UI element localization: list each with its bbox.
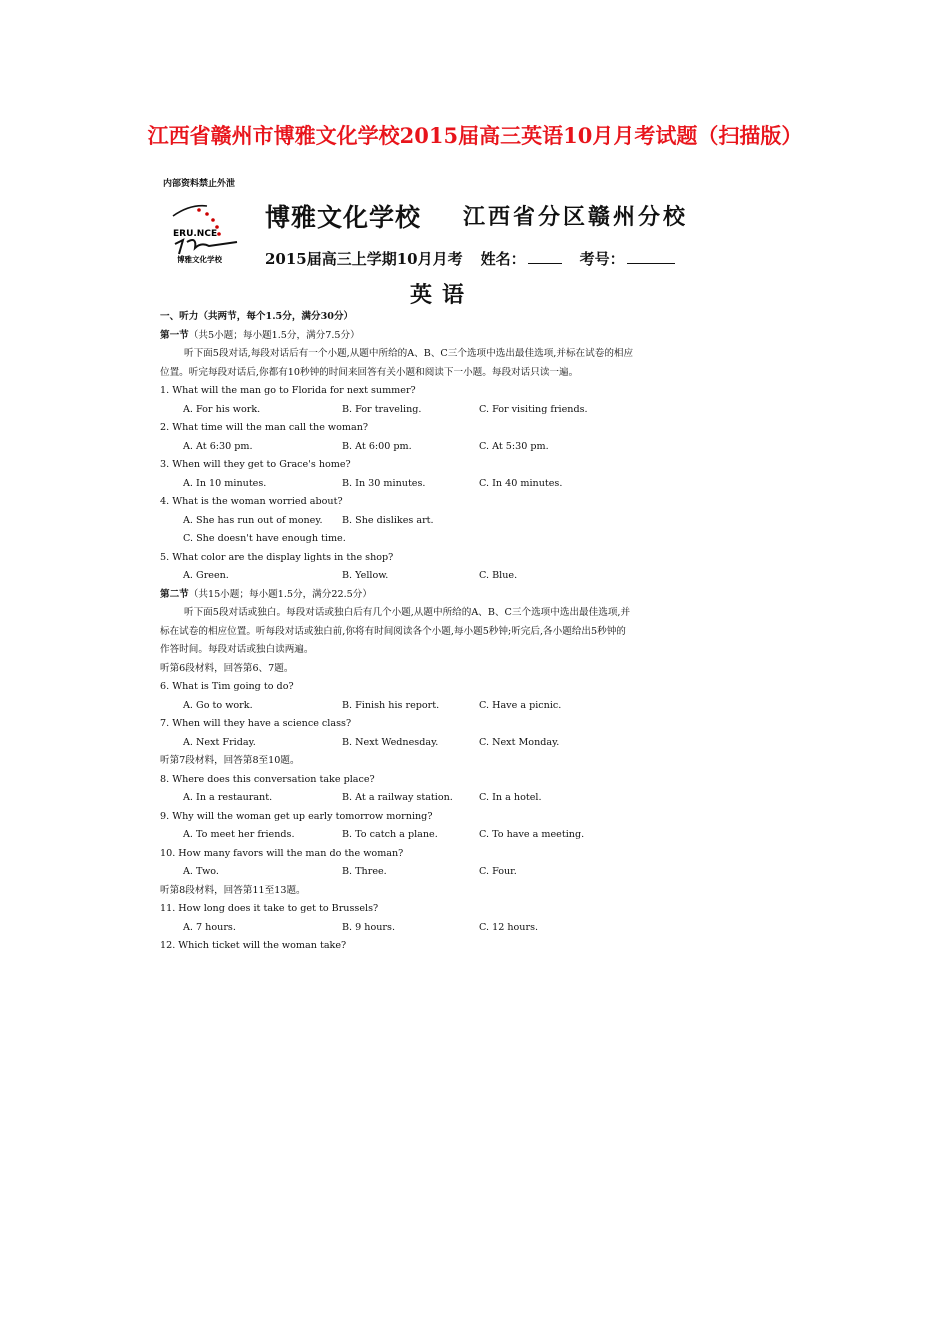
section1-title: 第一节 (160, 329, 189, 341)
option-b: B. In 30 minutes. (342, 477, 426, 489)
option-a: A. 7 hours. (183, 921, 236, 933)
name-label: 姓名： (480, 250, 526, 268)
question: 7. When will they have a science class? (160, 718, 352, 729)
question: 4. What is the woman worried about? (160, 496, 343, 507)
options-row (160, 826, 740, 845)
options-row (160, 567, 740, 586)
question: 6. What is Tim going to do? (160, 681, 294, 692)
option-b: B. Finish his report. (342, 699, 440, 711)
school-logo (165, 196, 241, 266)
question: 8. Where does this conversation take place? (160, 773, 375, 785)
section2-title: 第二节 (160, 588, 189, 600)
section1-info: （共5小题；每小题1.5分，满分7.5分） (188, 329, 360, 341)
option-c: C. In 40 minutes. (479, 477, 563, 489)
option-a: A. For his work. (183, 403, 261, 415)
option-a: A. In 10 minutes. (183, 477, 267, 489)
name-field[interactable] (528, 263, 562, 264)
section2-instructions: 标在试卷的相应位置。听每段对话或独白前,你将有时间阅读各个小题,每小题5秒钟;听完后,各小题给出5秒钟的 (160, 625, 626, 637)
exam-info-line (265, 248, 675, 269)
options-row (160, 475, 740, 494)
question: 12. Which ticket will the woman take? (160, 940, 347, 951)
option-c: C. She doesn't have enough time. (183, 533, 346, 544)
option-c: C. Next Monday. (479, 736, 560, 748)
logo-text: ERU.NCE (173, 229, 218, 239)
school-name: 博雅文化学校 (265, 203, 422, 232)
options-row (160, 512, 740, 531)
number-label: 考号： (579, 250, 625, 268)
exam-body (160, 308, 740, 956)
options-row (160, 438, 740, 457)
option-a: A. In a restaurant. (183, 792, 273, 803)
option-a: A. At 6:30 pm. (183, 440, 253, 452)
question: 9. Why will the woman get up early tomorrow morning? (160, 810, 433, 822)
exam-name: 2015届高三上学期10月月考 (265, 250, 463, 268)
number-field[interactable] (627, 263, 675, 264)
options-row (160, 863, 740, 882)
section2-instructions: 听下面5段对话或独白。每段对话或独白后有几个小题,从题中所给的A、B、C三个选项中选出最佳选项,并 (184, 607, 631, 618)
option-b: B. She dislikes art. (342, 514, 434, 526)
option-b: B. Next Wednesday. (342, 736, 439, 748)
question: 5. What color are the display lights in the shop? (160, 551, 394, 563)
part-title: 一、听力（共两节，每个1.5分，满分30分） (160, 311, 354, 322)
internal-note: 内部资料禁止外泄 (163, 179, 236, 189)
section1-instructions: 位置。听完每段对话后,你都有10秒钟的时间来回答有关小题和阅读下一小题。每段对话只读一遍。 (160, 366, 579, 378)
option-b: B. Three. (342, 866, 387, 877)
option-c: C. Have a picnic. (479, 699, 562, 711)
option-a: A. Go to work. (183, 699, 253, 711)
document-title: 江西省赣州市博雅文化学校2015届高三英语10月月考试题（扫描版） (147, 123, 803, 148)
section2-info: （共15小题；每小题1.5分，满分22.5分） (188, 588, 372, 600)
option-b: B. To catch a plane. (342, 829, 438, 840)
option-c: C. Blue. (479, 570, 518, 581)
option-c: C. 12 hours. (479, 921, 539, 933)
options-row (160, 734, 740, 753)
material-heading: 听第8段材料，回答第11至13题。 (160, 884, 306, 896)
option-c: C. Four. (479, 866, 517, 877)
option-a: A. Green. (183, 570, 229, 581)
option-b: B. 9 hours. (342, 921, 395, 933)
option-b: B. For traveling. (342, 403, 422, 415)
section1-instructions: 听下面5段对话,每段对话后有一个小题,从题中所给的A、B、C三个选项中选出最佳选项,并标在试卷的相应 (184, 348, 634, 359)
option-a: A. Two. (183, 866, 219, 877)
question: 1. What will the man go to Florida for next summer? (160, 385, 416, 396)
question: 11. How long does it take to get to Brussels? (160, 903, 379, 914)
question: 3. When will they get to Grace's home? (160, 459, 351, 470)
material-heading: 听第6段材料，回答第6、7题。 (160, 662, 294, 674)
options-row (160, 697, 740, 716)
option-b: B. At 6:00 pm. (342, 440, 412, 452)
option-b: B. Yellow. (342, 570, 389, 581)
question: 10. How many favors will the man do the woman? (160, 847, 404, 859)
option-c: C. In a hotel. (479, 792, 542, 803)
option-a: A. To meet her friends. (183, 829, 295, 840)
options-row (160, 401, 740, 420)
options-row (160, 919, 740, 938)
option-c: C. For visiting friends. (479, 403, 588, 415)
section2-instructions: 作答时间。每段对话或独白读两遍。 (160, 644, 314, 655)
option-c: C. To have a meeting. (479, 829, 585, 840)
options-row (160, 530, 740, 549)
option-a: A. She has run out of money. (183, 514, 323, 526)
branch-name: 江西省分区赣州分校 (463, 204, 689, 230)
material-heading: 听第7段材料，回答第8至10题。 (160, 755, 300, 766)
options-row (160, 789, 740, 808)
question: 2. What time will the man call the woman? (160, 422, 369, 433)
option-c: C. At 5:30 pm. (479, 440, 549, 452)
logo-caption: 博雅文化学校 (177, 255, 222, 264)
option-a: A. Next Friday. (183, 736, 256, 748)
option-b: B. At a railway station. (342, 792, 453, 803)
subject-title: 英语 (410, 282, 475, 308)
